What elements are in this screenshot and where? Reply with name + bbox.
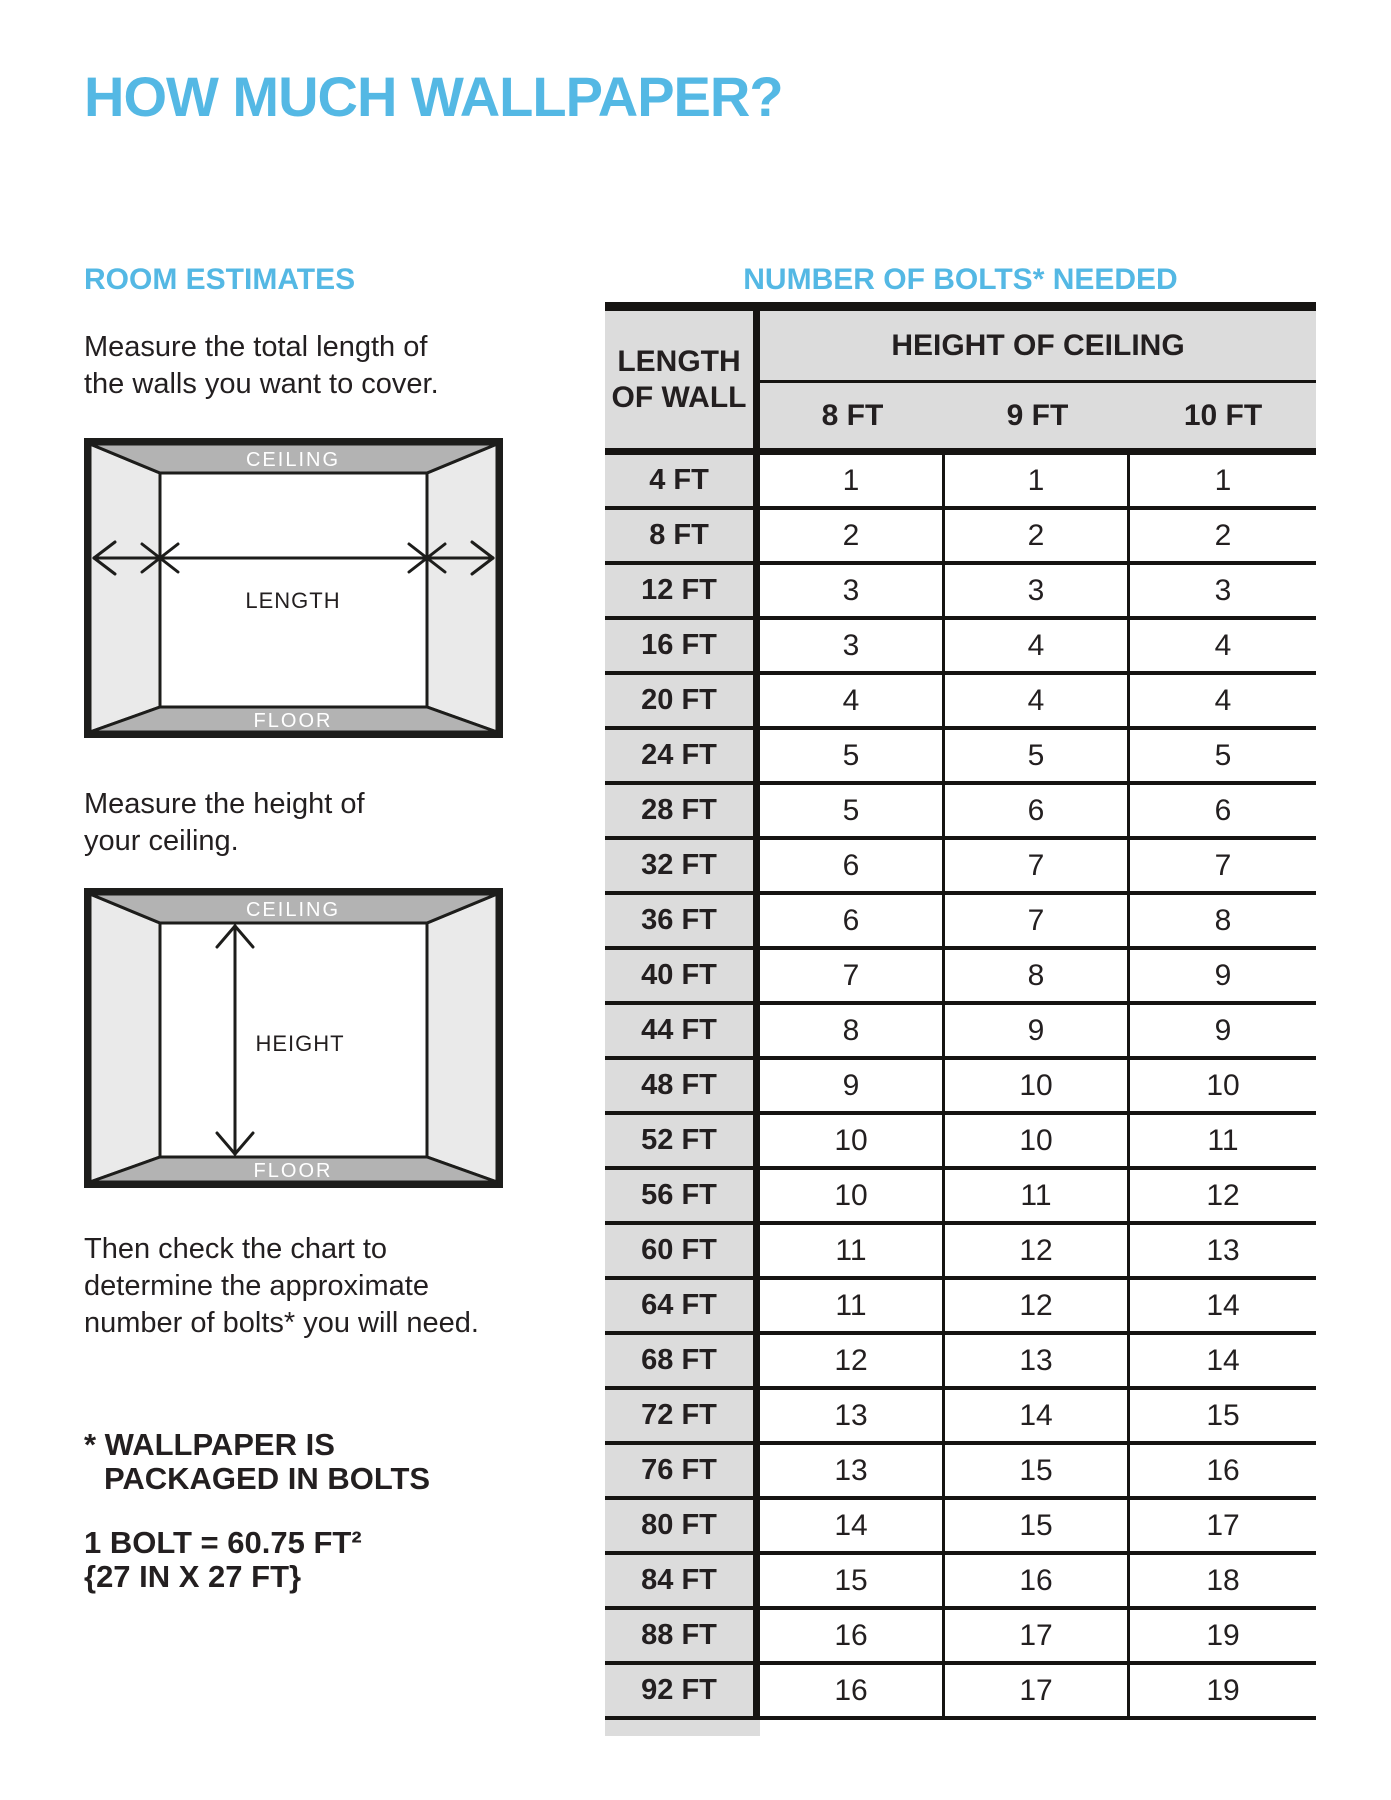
ceiling-height-diagram (84, 888, 503, 1188)
bolt-count-cell: 9 (1130, 950, 1316, 1005)
bolt-count-cell: 9 (1130, 1005, 1316, 1060)
bolt-count-cell: 19 (1130, 1610, 1316, 1665)
bolt-count-cell: 7 (945, 895, 1130, 950)
bolt-count-cell: 3 (1130, 565, 1316, 620)
bolt-count-cell: 15 (945, 1445, 1130, 1500)
bolt-count-cell: 16 (945, 1555, 1130, 1610)
page-title: HOW MUCH WALLPAPER? (84, 65, 783, 128)
wall-length-cell: 48 FT (605, 1060, 760, 1115)
bolt-count-cell: 2 (760, 510, 945, 565)
bolt-count-cell: 1 (1130, 455, 1316, 510)
bolt-info-line1: 1 BOLT = 60.75 FT² (84, 1525, 362, 1560)
bolt-count-cell: 4 (760, 675, 945, 730)
wall-length-cell: 40 FT (605, 950, 760, 1005)
length-of-wall-header-line1: LENGTH (617, 344, 741, 378)
bolt-count-cell: 13 (760, 1445, 945, 1500)
wall-length-cell: 8 FT (605, 510, 760, 565)
wall-length-cell: 64 FT (605, 1280, 760, 1335)
bolt-count-cell: 19 (1130, 1665, 1316, 1720)
room-length-diagram (84, 438, 503, 738)
wall-length-cell: 44 FT (605, 1005, 760, 1060)
bolt-count-cell: 12 (760, 1335, 945, 1390)
bolt-count-cell: 2 (945, 510, 1130, 565)
ceiling-label: CEILING (245, 449, 341, 471)
bolt-count-cell: 17 (945, 1610, 1130, 1665)
bolts-table (605, 302, 1316, 1720)
bolt-count-cell: 16 (760, 1610, 945, 1665)
step1-line1: Measure the total length of (84, 331, 428, 363)
bolt-count-cell: 7 (945, 840, 1130, 895)
ceiling-10ft-header: 10 FT (1130, 383, 1316, 455)
step3-line3: number of bolts* you will need. (84, 1307, 479, 1339)
step2-line2: your ceiling. (84, 825, 239, 857)
bolt-info-line2: {27 IN X 27 FT} (84, 1559, 302, 1594)
bolt-count-cell: 4 (945, 675, 1130, 730)
ceiling-9ft-header: 9 FT (945, 383, 1130, 455)
bolt-count-cell: 3 (760, 620, 945, 675)
wall-length-cell: 60 FT (605, 1225, 760, 1280)
wall-length-cell: 88 FT (605, 1610, 760, 1665)
bolt-count-cell: 6 (760, 840, 945, 895)
bolt-count-cell: 14 (1130, 1280, 1316, 1335)
bolt-count-cell: 4 (1130, 675, 1316, 730)
bolt-count-cell: 12 (945, 1280, 1130, 1335)
wall-length-cell: 80 FT (605, 1500, 760, 1555)
bolt-count-cell: 11 (760, 1280, 945, 1335)
bolt-count-cell: 16 (760, 1665, 945, 1720)
bolt-count-cell: 7 (1130, 840, 1316, 895)
wall-length-cell: 24 FT (605, 730, 760, 785)
cutoff-next-row-cell (605, 1720, 760, 1736)
bolt-count-cell: 1 (945, 455, 1130, 510)
step1-line2: the walls you want to cover. (84, 368, 439, 400)
wall-length-cell: 68 FT (605, 1335, 760, 1390)
floor-label: FLOOR (253, 1160, 333, 1182)
bolt-size-info (84, 1526, 362, 1594)
bolt-count-cell: 4 (945, 620, 1130, 675)
height-of-ceiling-header: HEIGHT OF CEILING (760, 311, 1316, 383)
length-of-wall-header-line2: OF WALL (611, 380, 747, 414)
bolt-count-cell: 14 (760, 1500, 945, 1555)
bolt-count-cell: 15 (945, 1500, 1130, 1555)
bolt-count-cell: 3 (760, 565, 945, 620)
wall-length-cell: 20 FT (605, 675, 760, 730)
wall-length-cell: 92 FT (605, 1665, 760, 1720)
bolt-count-cell: 7 (760, 950, 945, 1005)
bolt-count-cell: 8 (760, 1005, 945, 1060)
footnote-line1: * WALLPAPER IS (84, 1427, 335, 1462)
wall-length-cell: 16 FT (605, 620, 760, 675)
bolt-count-cell: 10 (945, 1060, 1130, 1115)
bolt-count-cell: 5 (945, 730, 1130, 785)
bolt-count-cell: 10 (1130, 1060, 1316, 1115)
bolt-count-cell: 12 (1130, 1170, 1316, 1225)
bolt-count-cell: 13 (1130, 1225, 1316, 1280)
right-wall-face (427, 444, 497, 732)
wall-length-cell: 76 FT (605, 1445, 760, 1500)
bolt-count-cell: 6 (760, 895, 945, 950)
bolt-count-cell: 1 (760, 455, 945, 510)
bolt-count-cell: 9 (945, 1005, 1130, 1060)
bolt-count-cell: 11 (1130, 1115, 1316, 1170)
step3-line1: Then check the chart to (84, 1233, 388, 1265)
length-label: LENGTH (245, 588, 341, 613)
floor-label: FLOOR (253, 710, 333, 732)
height-label: HEIGHT (255, 1031, 345, 1056)
bolt-count-cell: 12 (945, 1225, 1130, 1280)
bolt-count-cell: 16 (1130, 1445, 1316, 1500)
bolt-count-cell: 17 (1130, 1500, 1316, 1555)
bolt-count-cell: 4 (1130, 620, 1316, 675)
wall-length-cell: 84 FT (605, 1555, 760, 1610)
bolt-count-cell: 5 (760, 785, 945, 840)
bolt-count-cell: 8 (1130, 895, 1316, 950)
bolts-footnote (84, 1428, 430, 1496)
ceiling-label: CEILING (245, 899, 341, 921)
step3-instructions (84, 1231, 479, 1342)
step1-instructions (84, 329, 439, 403)
bolt-count-cell: 15 (1130, 1390, 1316, 1445)
bolt-count-cell: 13 (945, 1335, 1130, 1390)
bolt-count-cell: 11 (945, 1170, 1130, 1225)
wall-length-cell: 28 FT (605, 785, 760, 840)
wall-length-cell: 4 FT (605, 455, 760, 510)
bolt-count-cell: 18 (1130, 1555, 1316, 1610)
step2-instructions (84, 786, 365, 860)
bolt-count-cell: 3 (945, 565, 1130, 620)
bolt-count-cell: 14 (945, 1390, 1130, 1445)
right-wall-face (427, 894, 497, 1182)
room-estimates-heading: ROOM ESTIMATES (84, 263, 356, 296)
bolt-count-cell: 13 (760, 1390, 945, 1445)
bolt-count-cell: 6 (945, 785, 1130, 840)
step2-line1: Measure the height of (84, 788, 365, 820)
left-wall-face (90, 444, 160, 732)
bolt-count-cell: 8 (945, 950, 1130, 1005)
bolt-count-cell: 9 (760, 1060, 945, 1115)
ceiling-8ft-header: 8 FT (760, 383, 945, 455)
bolt-count-cell: 11 (760, 1225, 945, 1280)
step3-line2: determine the approximate (84, 1270, 429, 1302)
wall-length-cell: 36 FT (605, 895, 760, 950)
bolt-count-cell: 5 (760, 730, 945, 785)
bolt-count-cell: 5 (1130, 730, 1316, 785)
wall-length-cell: 12 FT (605, 565, 760, 620)
bolt-count-cell: 14 (1130, 1335, 1316, 1390)
bolt-count-cell: 15 (760, 1555, 945, 1610)
wall-length-cell: 32 FT (605, 840, 760, 895)
footnote-line2: PACKAGED IN BOLTS (104, 1461, 431, 1496)
left-wall-face (90, 894, 160, 1182)
bolt-count-cell: 2 (1130, 510, 1316, 565)
wall-length-cell: 56 FT (605, 1170, 760, 1225)
bolt-count-cell: 6 (1130, 785, 1316, 840)
wall-length-cell: 72 FT (605, 1390, 760, 1445)
bolt-count-cell: 10 (760, 1115, 945, 1170)
bolts-table-heading: NUMBER OF BOLTS* NEEDED (743, 263, 1178, 296)
length-of-wall-header (605, 311, 760, 455)
wall-length-cell: 52 FT (605, 1115, 760, 1170)
bolt-count-cell: 10 (760, 1170, 945, 1225)
bolt-count-cell: 10 (945, 1115, 1130, 1170)
bolt-count-cell: 17 (945, 1665, 1130, 1720)
